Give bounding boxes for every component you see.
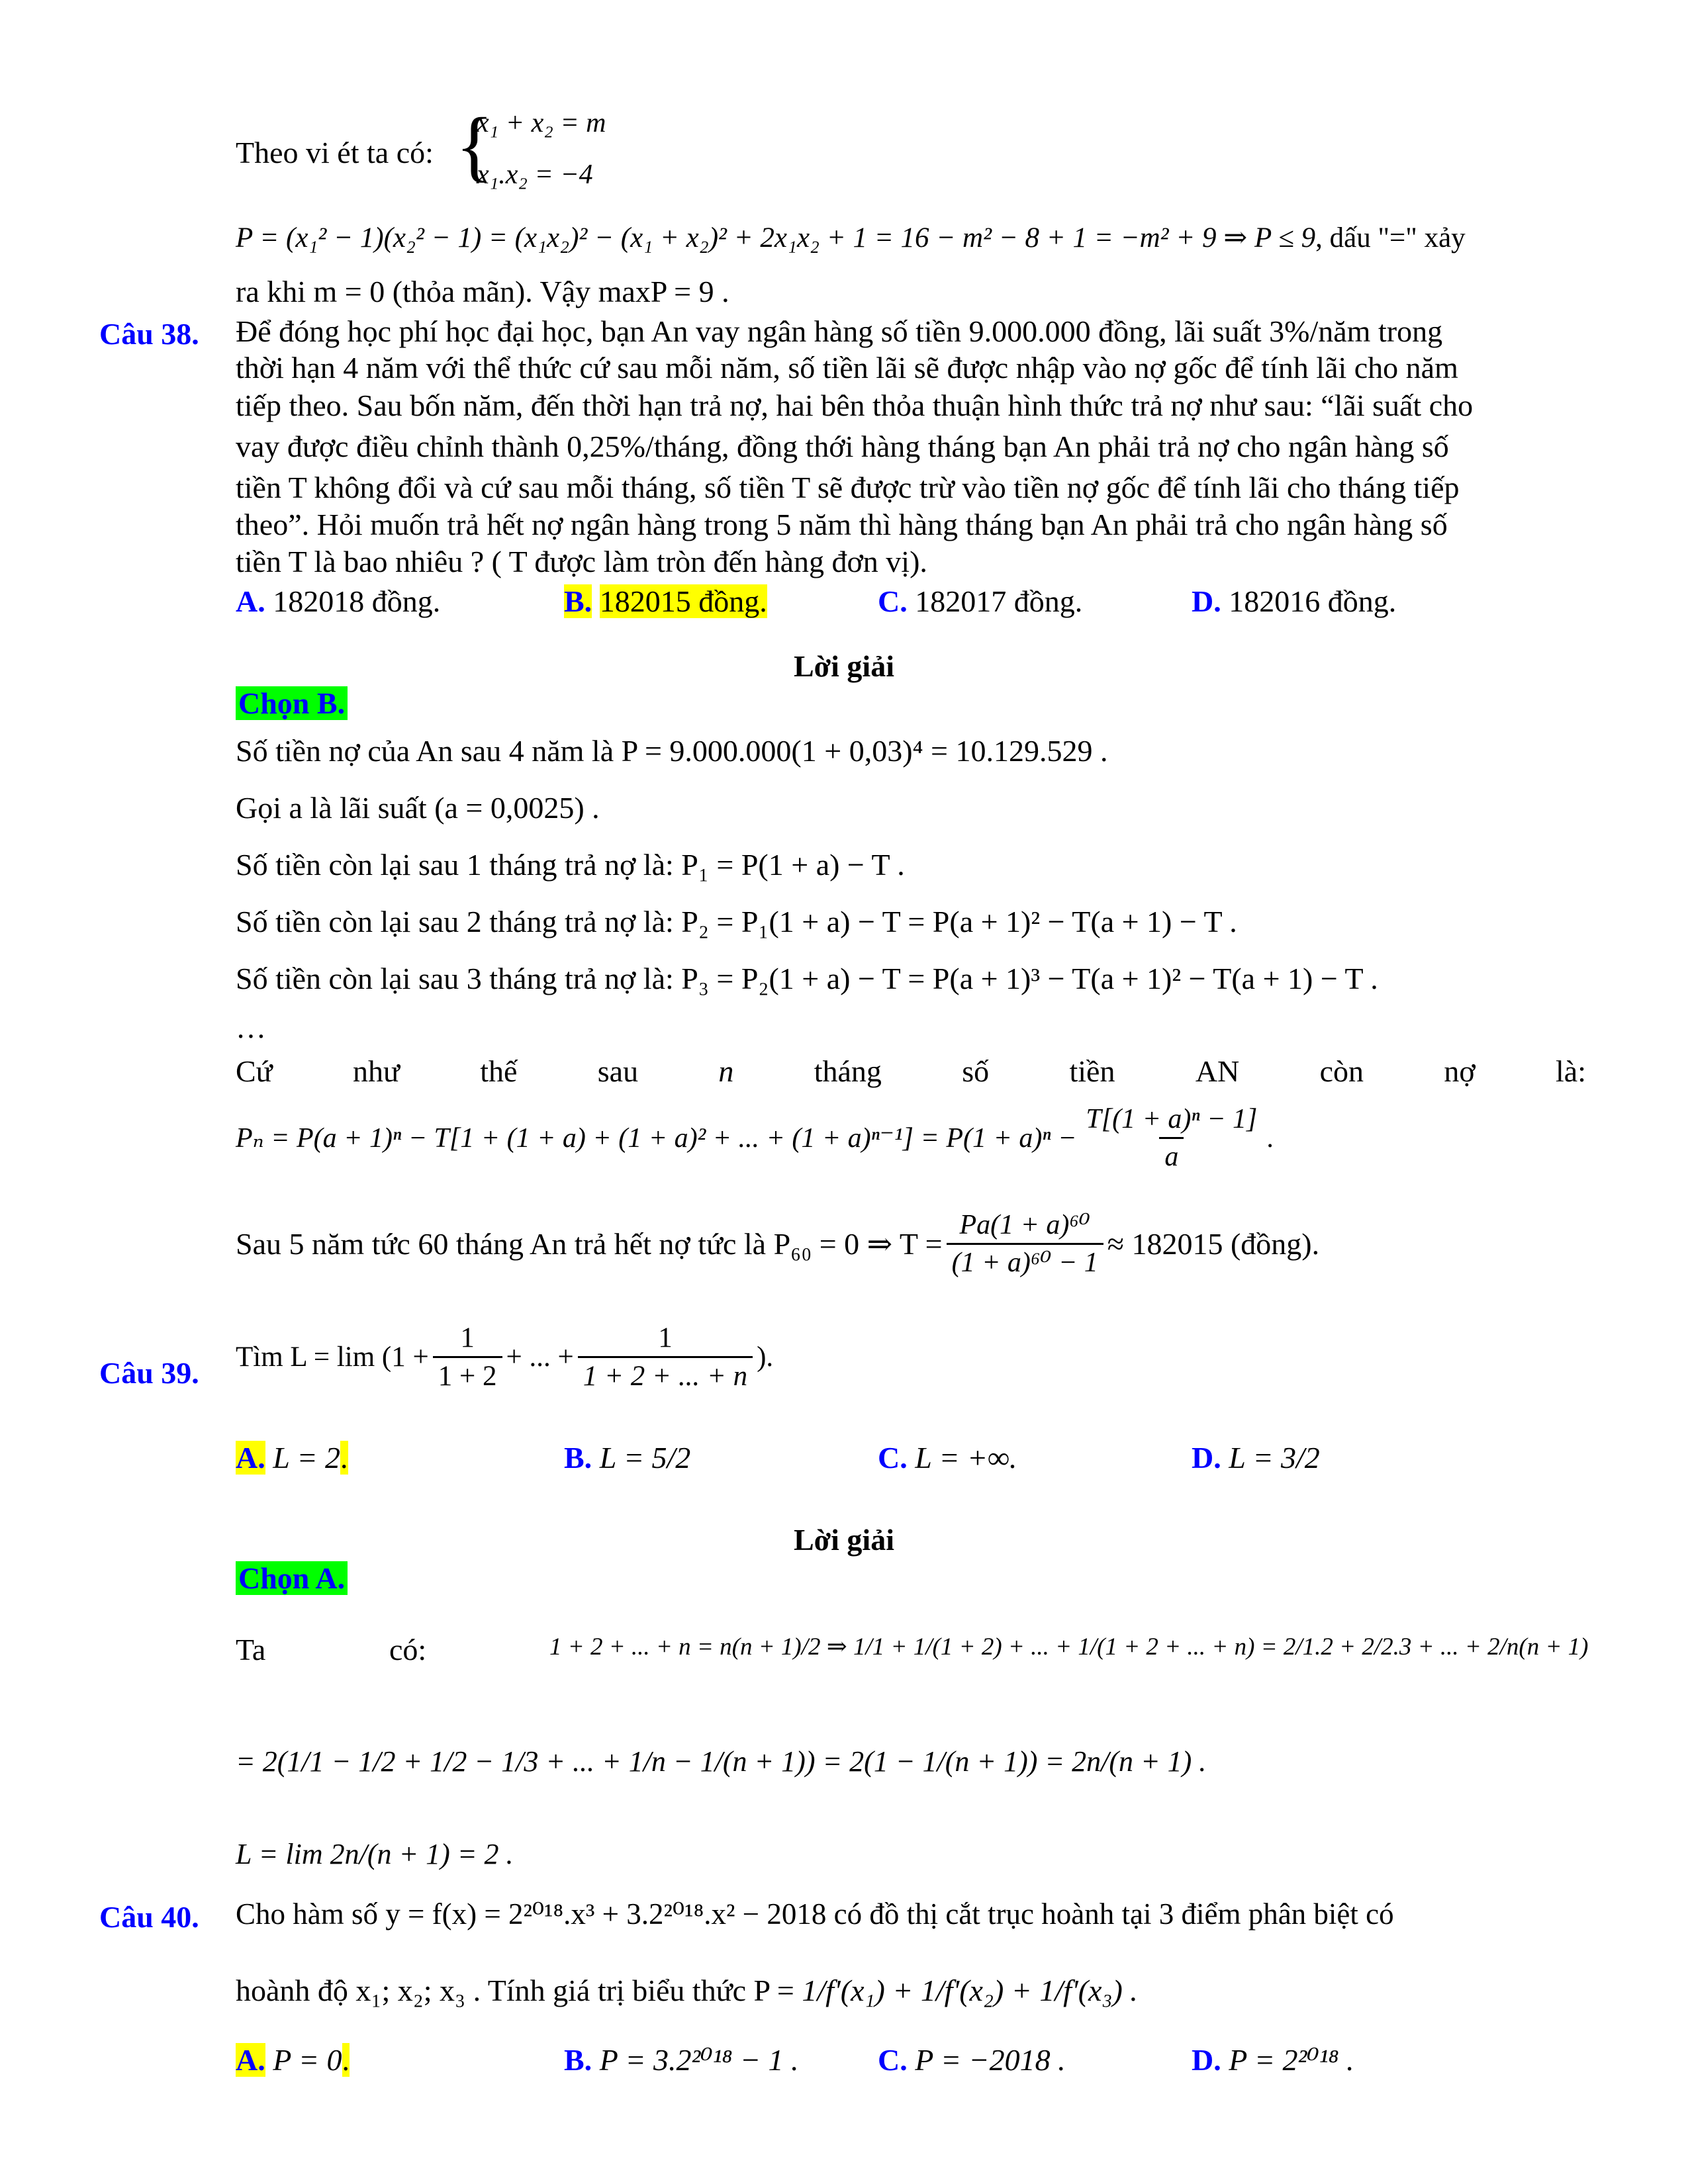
q38-option-d-text: 182016 đồng. — [1229, 584, 1397, 618]
q39-stem-mid: + ... + — [506, 1342, 574, 1373]
q39-stem — [236, 1324, 773, 1390]
spread-word: tháng — [814, 1054, 882, 1088]
q39-option-d — [1192, 1443, 1320, 1473]
spread-word: sau — [597, 1054, 639, 1088]
q39-f1-num: 1 — [460, 1322, 475, 1353]
q40-option-b-letter: B. — [564, 2043, 592, 2077]
q38-spread-line — [236, 1054, 1586, 1089]
final-right: ≈ 182015 (đồng). — [1107, 1226, 1320, 1261]
q39-f2-den: 1 + 2 + ... + n — [578, 1356, 753, 1390]
q38-chosen — [236, 688, 348, 719]
q39-co: có: — [389, 1633, 427, 1666]
q38-sol-line-2: Gọi a là lãi suất (a = 0,0025) . — [236, 791, 600, 825]
q39-limit-line: L = lim 2n/(n + 1) = 2 . — [236, 1838, 514, 1870]
q38-final-line — [236, 1211, 1319, 1277]
q39-option-d-text: L = 3/2 — [1229, 1441, 1320, 1475]
pn-denominator: a — [1159, 1137, 1184, 1171]
viet-label: Theo vi ét ta có: — [236, 136, 434, 169]
q38-option-c — [878, 586, 1082, 617]
spread-word: Cứ — [236, 1054, 273, 1088]
q40-option-a: A. P = 0. — [236, 2043, 350, 2077]
final-left: Sau 5 năm tức 60 tháng An trả hết nợ tức là P₆₀ = 0 ⇒ T = — [236, 1226, 943, 1261]
q39-option-a-letter: A. — [236, 1441, 265, 1475]
q38-option-a-letter: A. — [236, 584, 265, 618]
spread-word: thế — [480, 1054, 518, 1088]
q39-option-c — [878, 1443, 1017, 1473]
p-expression-math: P = (x₁² − 1)(x₂² − 1) = (x₁x₂)² − (x₁ + x₂)² + 2x₁x₂ + 1 = 16 − m² − 8 + 1 = −m² + 9 ⇒ P ≤ 9 — [236, 222, 1316, 253]
q38-stem-line-4: vay được điều chỉnh thành 0,25%/tháng, đồng thới hàng tháng bạn An phải trả nợ cho ngân hàng số — [236, 430, 1449, 463]
q39-ta: Ta — [236, 1633, 266, 1666]
q38-option-c-text: 182017 đồng. — [915, 584, 1083, 618]
q39-chosen-badge: Chọn A. — [236, 1561, 348, 1595]
q40-line-2 — [236, 1976, 1138, 2006]
spread-word: số — [962, 1054, 990, 1088]
q40-option-a-letter: A. — [236, 2043, 265, 2077]
q38-option-b-text: 182015 đồng. — [599, 584, 767, 618]
q39-option-a: A. L = 2. — [236, 1441, 348, 1475]
spread-word: AN — [1195, 1054, 1240, 1088]
spread-word: tiền — [1069, 1054, 1115, 1088]
q39-chosen — [236, 1563, 348, 1594]
q40-option-b — [564, 2045, 799, 2075]
final-fraction — [947, 1211, 1103, 1277]
q39-solution-title: Lời giải — [794, 1523, 894, 1557]
q39-option-b-letter: B. — [564, 1441, 592, 1475]
q40-option-d-text: P = 2²⁰¹⁸ . — [1229, 2043, 1354, 2077]
q38-sol-ellipsis: … — [236, 1011, 266, 1044]
q39-option-b — [564, 1443, 690, 1473]
intro-line-3: ra khi m = 0 (thỏa mãn). Vậy maxP = 9 . — [236, 275, 729, 308]
q40-option-b-text: P = 3.2²⁰¹⁸ − 1 . — [599, 2043, 799, 2077]
q40-option-d — [1192, 2045, 1354, 2075]
q40-option-c-letter: C. — [878, 2043, 908, 2077]
q39-stem-left: Tìm L = lim (1 + — [236, 1342, 429, 1373]
q38-sol-line-4: Số tiền còn lại sau 2 tháng trả nợ là: P₂ = P₁(1 + a) − T = P(a + 1)² − T(a + 1) − T . — [236, 905, 1237, 938]
q40-option-a-text: P = 0 — [273, 2043, 342, 2077]
q38-label: Câu 38. — [99, 317, 199, 351]
q38-option-a — [236, 586, 440, 617]
viet-equation-2: x₁.x₂ = −4 — [477, 159, 593, 190]
q40-label: Câu 40. — [99, 1900, 199, 1934]
q38-stem-line-1: Để đóng học phí học đại học, bạn An vay ngân hàng số tiền 9.000.000 đồng, lãi suất 3%/năm trong — [236, 314, 1443, 348]
q39-option-a-text: L = 2 — [273, 1441, 341, 1475]
q38-stem-line-7: tiền T là bao nhiêu ? ( T được làm tròn đến hàng đơn vị). — [236, 545, 927, 578]
pn-left: Pₙ = P(a + 1)ⁿ − T[1 + (1 + a) + (1 + a)² + ... + (1 + a)ⁿ⁻¹] = P(1 + a)ⁿ − — [236, 1122, 1077, 1154]
q38-stem-line-5: tiền T không đổi và cứ sau mỗi tháng, số tiền T sẽ được trừ vào tiền nợ gốc để tính lãi cho tháng tiếp — [236, 471, 1460, 504]
q38-sol-line-1: Số tiền nợ của An sau 4 năm là P = 9.000.000(1 + 0,03)⁴ = 10.129.529 . — [236, 734, 1108, 768]
viet-equation-1: x₁ + x₂ = m — [477, 108, 606, 138]
q39-sum-line: 1 + 2 + ... + n = n(n + 1)/2 ⇒ 1/1 + 1/(1 + 2) + ... + 1/(1 + 2 + ... + n) = 2/1.2 + 2/2.3 + ... + 2/n(n + 1) — [549, 1633, 1589, 1661]
q39-fraction-1 — [433, 1324, 502, 1390]
q39-f1-den: 1 + 2 — [433, 1356, 502, 1390]
q38-sol-line-3: Số tiền còn lại sau 1 tháng trả nợ là: P₁ = P(1 + a) − T . — [236, 848, 905, 882]
q40-option-c — [878, 2045, 1066, 2075]
q38-stem-line-6: theo”. Hỏi muốn trả hết nợ ngân hàng trong 5 năm thì hàng tháng bạn An phải trả cho ngân hàng số — [236, 508, 1448, 541]
spread-word: là: — [1556, 1054, 1586, 1088]
q39-f2-num: 1 — [658, 1322, 673, 1353]
viet-brace: { — [455, 101, 494, 189]
q38-option-a-text: 182018 đồng. — [273, 584, 441, 618]
q38-solution-title: Lời giải — [794, 649, 894, 683]
spread-word: còn — [1319, 1054, 1364, 1088]
p-expression-tail: , dấu "=" xảy — [1315, 222, 1466, 253]
q38-option-b-letter: B. — [564, 584, 592, 618]
q38-chosen-badge: Chọn B. — [236, 686, 348, 720]
spread-word: nợ — [1444, 1054, 1476, 1088]
q39-label: Câu 39. — [99, 1356, 199, 1390]
p-expression — [236, 224, 1466, 252]
q40-line-2-left: hoành độ x₁; x₂; x₃ . Tính giá trị biểu thức P = — [236, 1974, 794, 2007]
q39-fraction-2 — [578, 1324, 753, 1390]
q39-stem-right: ). — [757, 1342, 774, 1373]
spread-word: n — [718, 1054, 734, 1088]
q40-line-2-expr: 1/f'(x₁) + 1/f'(x₂) + 1/f'(x₃) . — [802, 1974, 1138, 2007]
q40-option-d-letter: D. — [1192, 2043, 1221, 2077]
q38-pn-formula: Pₙ = P(a + 1)ⁿ − T[1 + (1 + a) + (1 + a)² + ... + (1 + a)ⁿ⁻¹] = P(1 + a)ⁿ − $\frac{\text{T[(1 + a)ⁿ − 1]}}{a}$ . — [236, 1104, 1274, 1172]
q38-stem-line-3: tiếp theo. Sau bốn năm, đến thời hạn trả nợ, hai bên thỏa thuận hình thức trả nợ như sau: “lãi suất cho — [236, 388, 1474, 422]
q39-telescoping-line: = 2(1/1 − 1/2 + 1/2 − 1/3 + ... + 1/n − 1/(n + 1)) = 2(1 − 1/(n + 1)) = 2n/(n + 1) . — [236, 1745, 1207, 1778]
final-numerator: Pa(1 + a)⁶⁰ — [959, 1210, 1090, 1240]
q38-sol-line-5: Số tiền còn lại sau 3 tháng trả nợ là: P₃ = P₂(1 + a) − T = P(a + 1)³ − T(a + 1)² − T(a + 1) − T . — [236, 962, 1378, 995]
q38-option-c-letter: C. — [878, 584, 908, 618]
q39-option-c-letter: C. — [878, 1441, 908, 1475]
final-denominator: (1 + a)⁶⁰ − 1 — [947, 1243, 1103, 1277]
spread-word: như — [352, 1054, 400, 1088]
pn-numerator: T[(1 + a)ⁿ − 1] — [1086, 1104, 1258, 1134]
q38-option-d — [1192, 586, 1396, 617]
pn-fraction — [1080, 1105, 1262, 1171]
q38-option-d-letter: D. — [1192, 584, 1221, 618]
q40-option-c-text: P = −2018 . — [915, 2043, 1066, 2077]
q38-option-b — [564, 586, 767, 617]
q39-option-b-text: L = 5/2 — [599, 1441, 691, 1475]
q40-line-1: Cho hàm số y = f(x) = 2²⁰¹⁸.x³ + 3.2²⁰¹⁸.x² − 2018 có đồ thị cắt trục hoành tại 3 điểm phân biệt có — [236, 1897, 1394, 1931]
q39-option-d-letter: D. — [1192, 1441, 1221, 1475]
q39-option-c-text: L = +∞. — [915, 1441, 1017, 1475]
q38-stem-line-2: thời hạn 4 năm với thể thức cứ sau mỗi năm, số tiền lãi sẽ được nhập vào nợ gốc để tính lãi cho năm — [236, 351, 1458, 385]
